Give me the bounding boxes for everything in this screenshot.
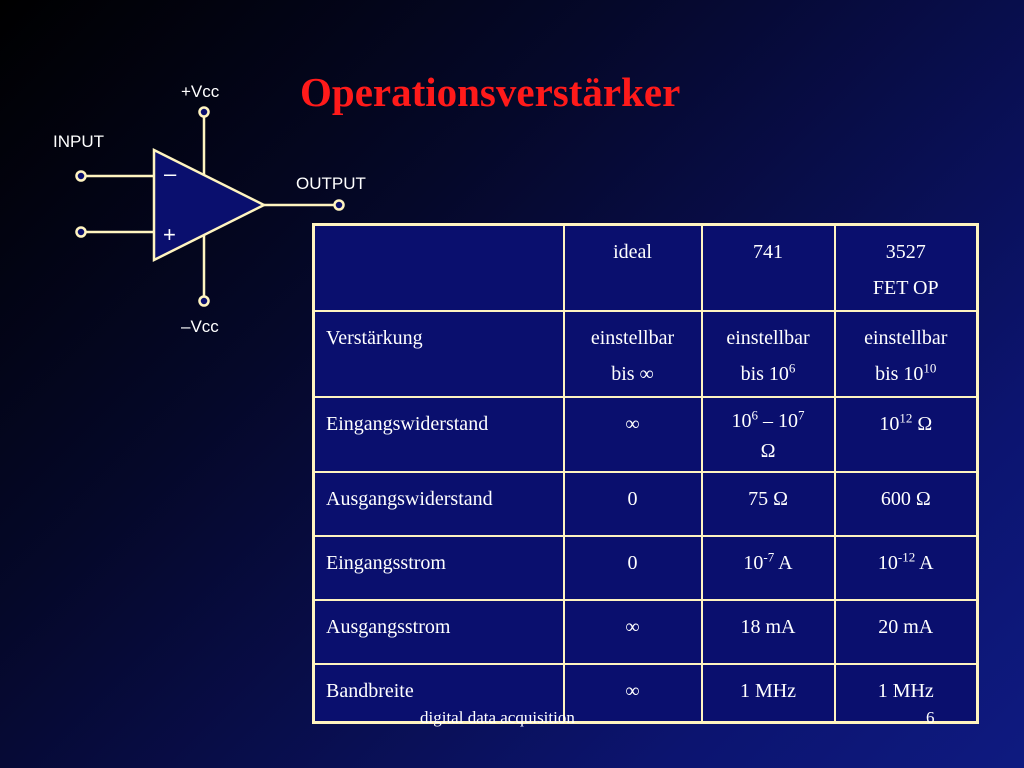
exponent: -7 <box>763 549 775 565</box>
header-ideal: ideal <box>564 225 702 312</box>
exponent: 7 <box>798 407 805 423</box>
table-row <box>314 536 978 600</box>
row-label: Verstärkung <box>314 311 564 397</box>
table-cell: 600 Ω <box>835 472 978 536</box>
cell-text: einstellbar <box>590 327 675 349</box>
row-label: Ausgangsstrom <box>314 600 564 664</box>
vcc-pos-label: +Vcc <box>181 82 220 101</box>
table-row <box>314 472 978 536</box>
cell-text: A <box>915 552 934 574</box>
minus-sign: – <box>164 161 177 186</box>
cell-text: A <box>774 552 793 574</box>
table-cell <box>702 536 835 600</box>
inverting-input-terminal <box>77 172 86 181</box>
exponent: 6 <box>788 360 796 376</box>
row-label: Bandbreite <box>314 664 564 722</box>
header-3527-line1: 3527 <box>885 241 926 263</box>
cell-text: Ω <box>912 413 933 435</box>
cell-text: 10 <box>731 410 752 432</box>
spec-table <box>312 223 979 724</box>
footer-text: digital data acquisition <box>420 708 575 727</box>
table-cell <box>564 311 702 397</box>
table-header-row <box>314 225 978 312</box>
row-label: Eingangswiderstand <box>314 397 564 472</box>
exponent: 12 <box>899 410 913 426</box>
cell-text: einstellbar <box>726 327 810 349</box>
row-label: Eingangsstrom <box>314 536 564 600</box>
table-cell: 1 MHz <box>835 664 978 722</box>
table-row <box>314 397 978 472</box>
table-cell: 0 <box>564 536 702 600</box>
table-cell: 75 Ω <box>702 472 835 536</box>
input-label: INPUT <box>53 132 104 151</box>
exponent: -12 <box>897 549 916 565</box>
table-row <box>314 664 978 722</box>
table-cell <box>702 397 835 472</box>
table-cell: ∞ <box>564 664 702 722</box>
header-blank-cell <box>314 225 564 312</box>
cell-text: 10 <box>743 552 764 574</box>
exponent: 6 <box>751 407 758 423</box>
slide-title: Operationsverstärker <box>300 69 681 115</box>
cell-text: 10 <box>879 413 900 435</box>
table-cell: ∞ <box>564 600 702 664</box>
vcc-pos-terminal <box>200 108 209 117</box>
table-cell <box>835 536 978 600</box>
table-row <box>314 600 978 664</box>
table-cell <box>835 397 978 472</box>
cell-text: bis 10 <box>740 363 789 385</box>
table-cell <box>835 311 978 397</box>
cell-text: – 10 <box>758 410 798 432</box>
plus-sign: + <box>163 222 176 247</box>
table-cell: 0 <box>564 472 702 536</box>
cell-text: einstellbar <box>864 327 948 349</box>
vcc-neg-terminal <box>200 297 209 306</box>
header-741: 741 <box>702 225 835 312</box>
table-cell <box>702 311 835 397</box>
page-number: 6 <box>926 708 935 727</box>
table-cell: 20 mA <box>835 600 978 664</box>
cell-text: 10 <box>877 552 898 574</box>
table-cell: 18 mA <box>702 600 835 664</box>
output-terminal <box>335 201 344 210</box>
cell-text: Ω <box>760 440 776 462</box>
table-cell: 1 MHz <box>702 664 835 722</box>
cell-text: bis ∞ <box>611 363 654 385</box>
cell-text: bis 10 <box>875 363 924 385</box>
header-3527 <box>835 225 978 312</box>
vcc-neg-label: –Vcc <box>181 317 219 336</box>
table-row <box>314 311 978 397</box>
header-3527-line2: FET OP <box>872 277 939 299</box>
row-label: Ausgangswiderstand <box>314 472 564 536</box>
exponent: 10 <box>923 360 937 376</box>
noninverting-input-terminal <box>77 228 86 237</box>
table-cell: ∞ <box>564 397 702 472</box>
output-label: OUTPUT <box>296 174 366 193</box>
